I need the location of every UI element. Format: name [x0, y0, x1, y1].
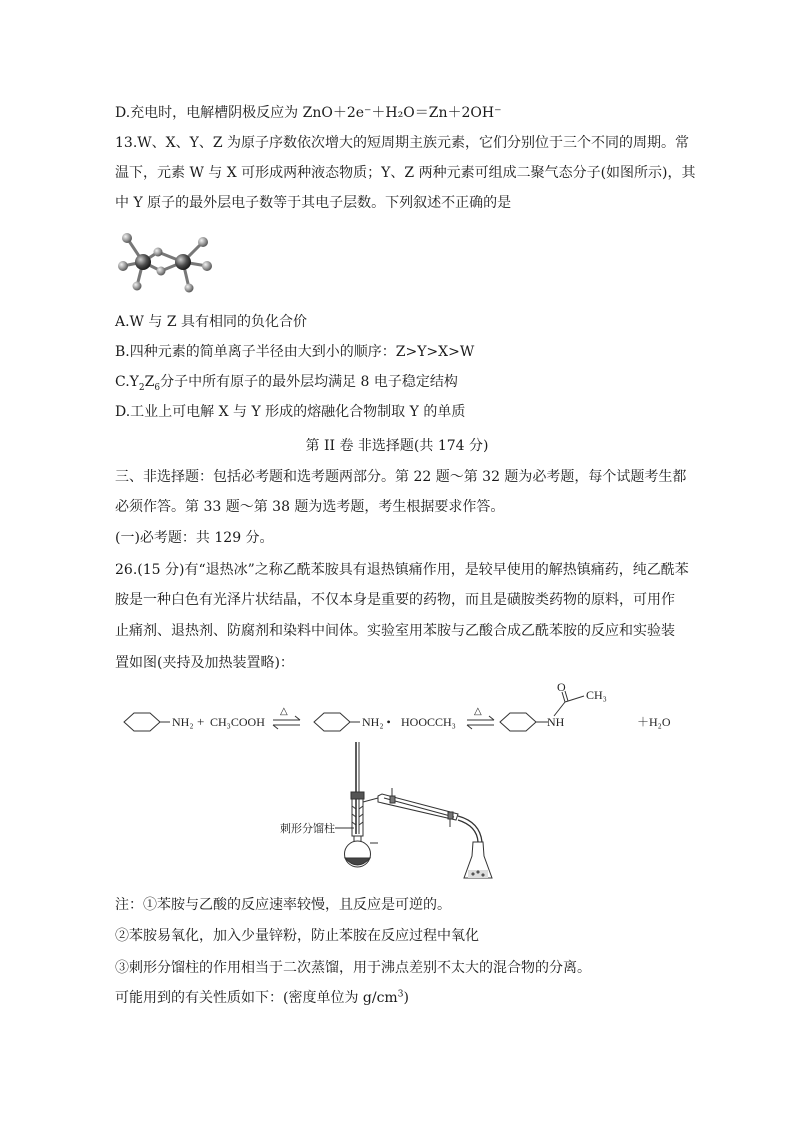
- delta-symbol-2: △: [474, 706, 482, 717]
- option-c-prefix: C.Y: [115, 374, 139, 390]
- question-13-line-2: 温下，元素 W 与 X 可形成两种液态物质；Y、Z 两种元素可组成二聚气态分子(如图所示)，其: [115, 165, 696, 181]
- distillation-apparatus: [330, 738, 500, 888]
- option-c-text: 分子中所有原子的最外层均满足 8 电子稳定结构: [160, 374, 458, 390]
- nh-group: NH: [547, 715, 565, 729]
- fractionating-column: [352, 799, 363, 836]
- benzene-ring-2: [314, 713, 350, 731]
- carbonyl-oxygen: O: [557, 680, 566, 694]
- benzene-ring-3: [500, 713, 536, 731]
- required-questions: (一)必考题：共 129 分。: [115, 530, 274, 546]
- acetic-acid: CH₃COOH: [210, 715, 265, 729]
- benzene-ring-1: [124, 713, 160, 731]
- reaction-scheme: [110, 680, 680, 742]
- methyl-group: CH₃: [586, 688, 607, 702]
- note-3: ③刺形分馏柱的作用相当于二次蒸馏，用于沸点差别不太大的混合物的分离。: [115, 960, 591, 976]
- question-13-line-1: 13.W、X、Y、Z 为原子序数依次增大的短周期主族元素，它们分别位于三个不同的周期。常: [115, 135, 690, 151]
- note-2: ②苯胺易氧化，加入少量锌粉，防止苯胺在反应过程中氧化: [115, 928, 479, 944]
- properties-close: ): [403, 990, 409, 1006]
- option-b: B.四种元素的简单离子半径由大到小的顺序：Z>Y>X>W: [115, 344, 475, 360]
- option-d-charging: D.充电时，电解槽阴极反应为 ZnO＋2e⁻＋H₂O＝Zn＋2OH⁻: [115, 105, 502, 121]
- properties-text: 可能用到的有关性质如下：(密度单位为 g/cm: [115, 990, 398, 1006]
- question-13-line-3: 中 Y 原子的最外层电子数等于其电子层数。下列叙述不正确的是: [115, 195, 512, 211]
- question-26-line-3: 止痛剂、退热剂、防腐剂和染料中间体。实验室用苯胺与乙酸合成乙酰苯胺的反应和实验装: [115, 623, 675, 639]
- water-product: ＋H₂O: [637, 715, 671, 729]
- section-3-line-2: 必须作答。第 33 题～第 38 题为选考题，考生根据要求作答。: [115, 499, 505, 515]
- properties-superscript: 3: [397, 989, 404, 1000]
- question-26-line-4: 置如图(夹持及加热装置略)：: [115, 655, 294, 671]
- section-3-line-1: 三、非选择题：包括必考题和选考题两部分。第 22 题～第 32 题为必考题，每个试题考生都: [115, 469, 687, 485]
- salt-nh2: NH₂ •: [362, 715, 391, 729]
- section-title: 第 II 卷 非选择题(共 174 分): [305, 438, 489, 454]
- option-a: A.W 与 Z 具有相同的负化合价: [115, 314, 308, 330]
- properties-intro: [115, 988, 409, 1008]
- option-c: [115, 372, 458, 392]
- option-c-subscript-2: 2: [138, 382, 145, 393]
- delta-symbol-1: △: [280, 706, 288, 717]
- option-c-z: Z: [144, 374, 155, 390]
- column-label: 刺形分馏柱: [280, 822, 335, 835]
- note-1: 注：①苯胺与乙酸的反应速率较慢，且反应是可逆的。: [115, 897, 451, 913]
- question-26-line-1: 26.(15 分)有“退热冰”之称乙酰苯胺具有退热镇痛作用，是较早使用的解热镇痛药，纯乙酰苯: [115, 562, 689, 578]
- nh2-group-1: NH₂: [172, 715, 194, 729]
- option-d: D.工业上可电解 X 与 Y 形成的熔融化合物制取 Y 的单质: [115, 404, 466, 420]
- option-c-subscript-6: 6: [154, 382, 161, 393]
- question-26-line-2: 胺是一种白色有光泽片状结晶，不仅本身是重要的药物，而且是磺胺类药物的原料，可用作: [115, 592, 675, 608]
- salt-acid: HOOCCH₃: [401, 715, 456, 729]
- dimer-molecule-figure: [113, 228, 219, 300]
- plus-sign: +: [197, 714, 205, 729]
